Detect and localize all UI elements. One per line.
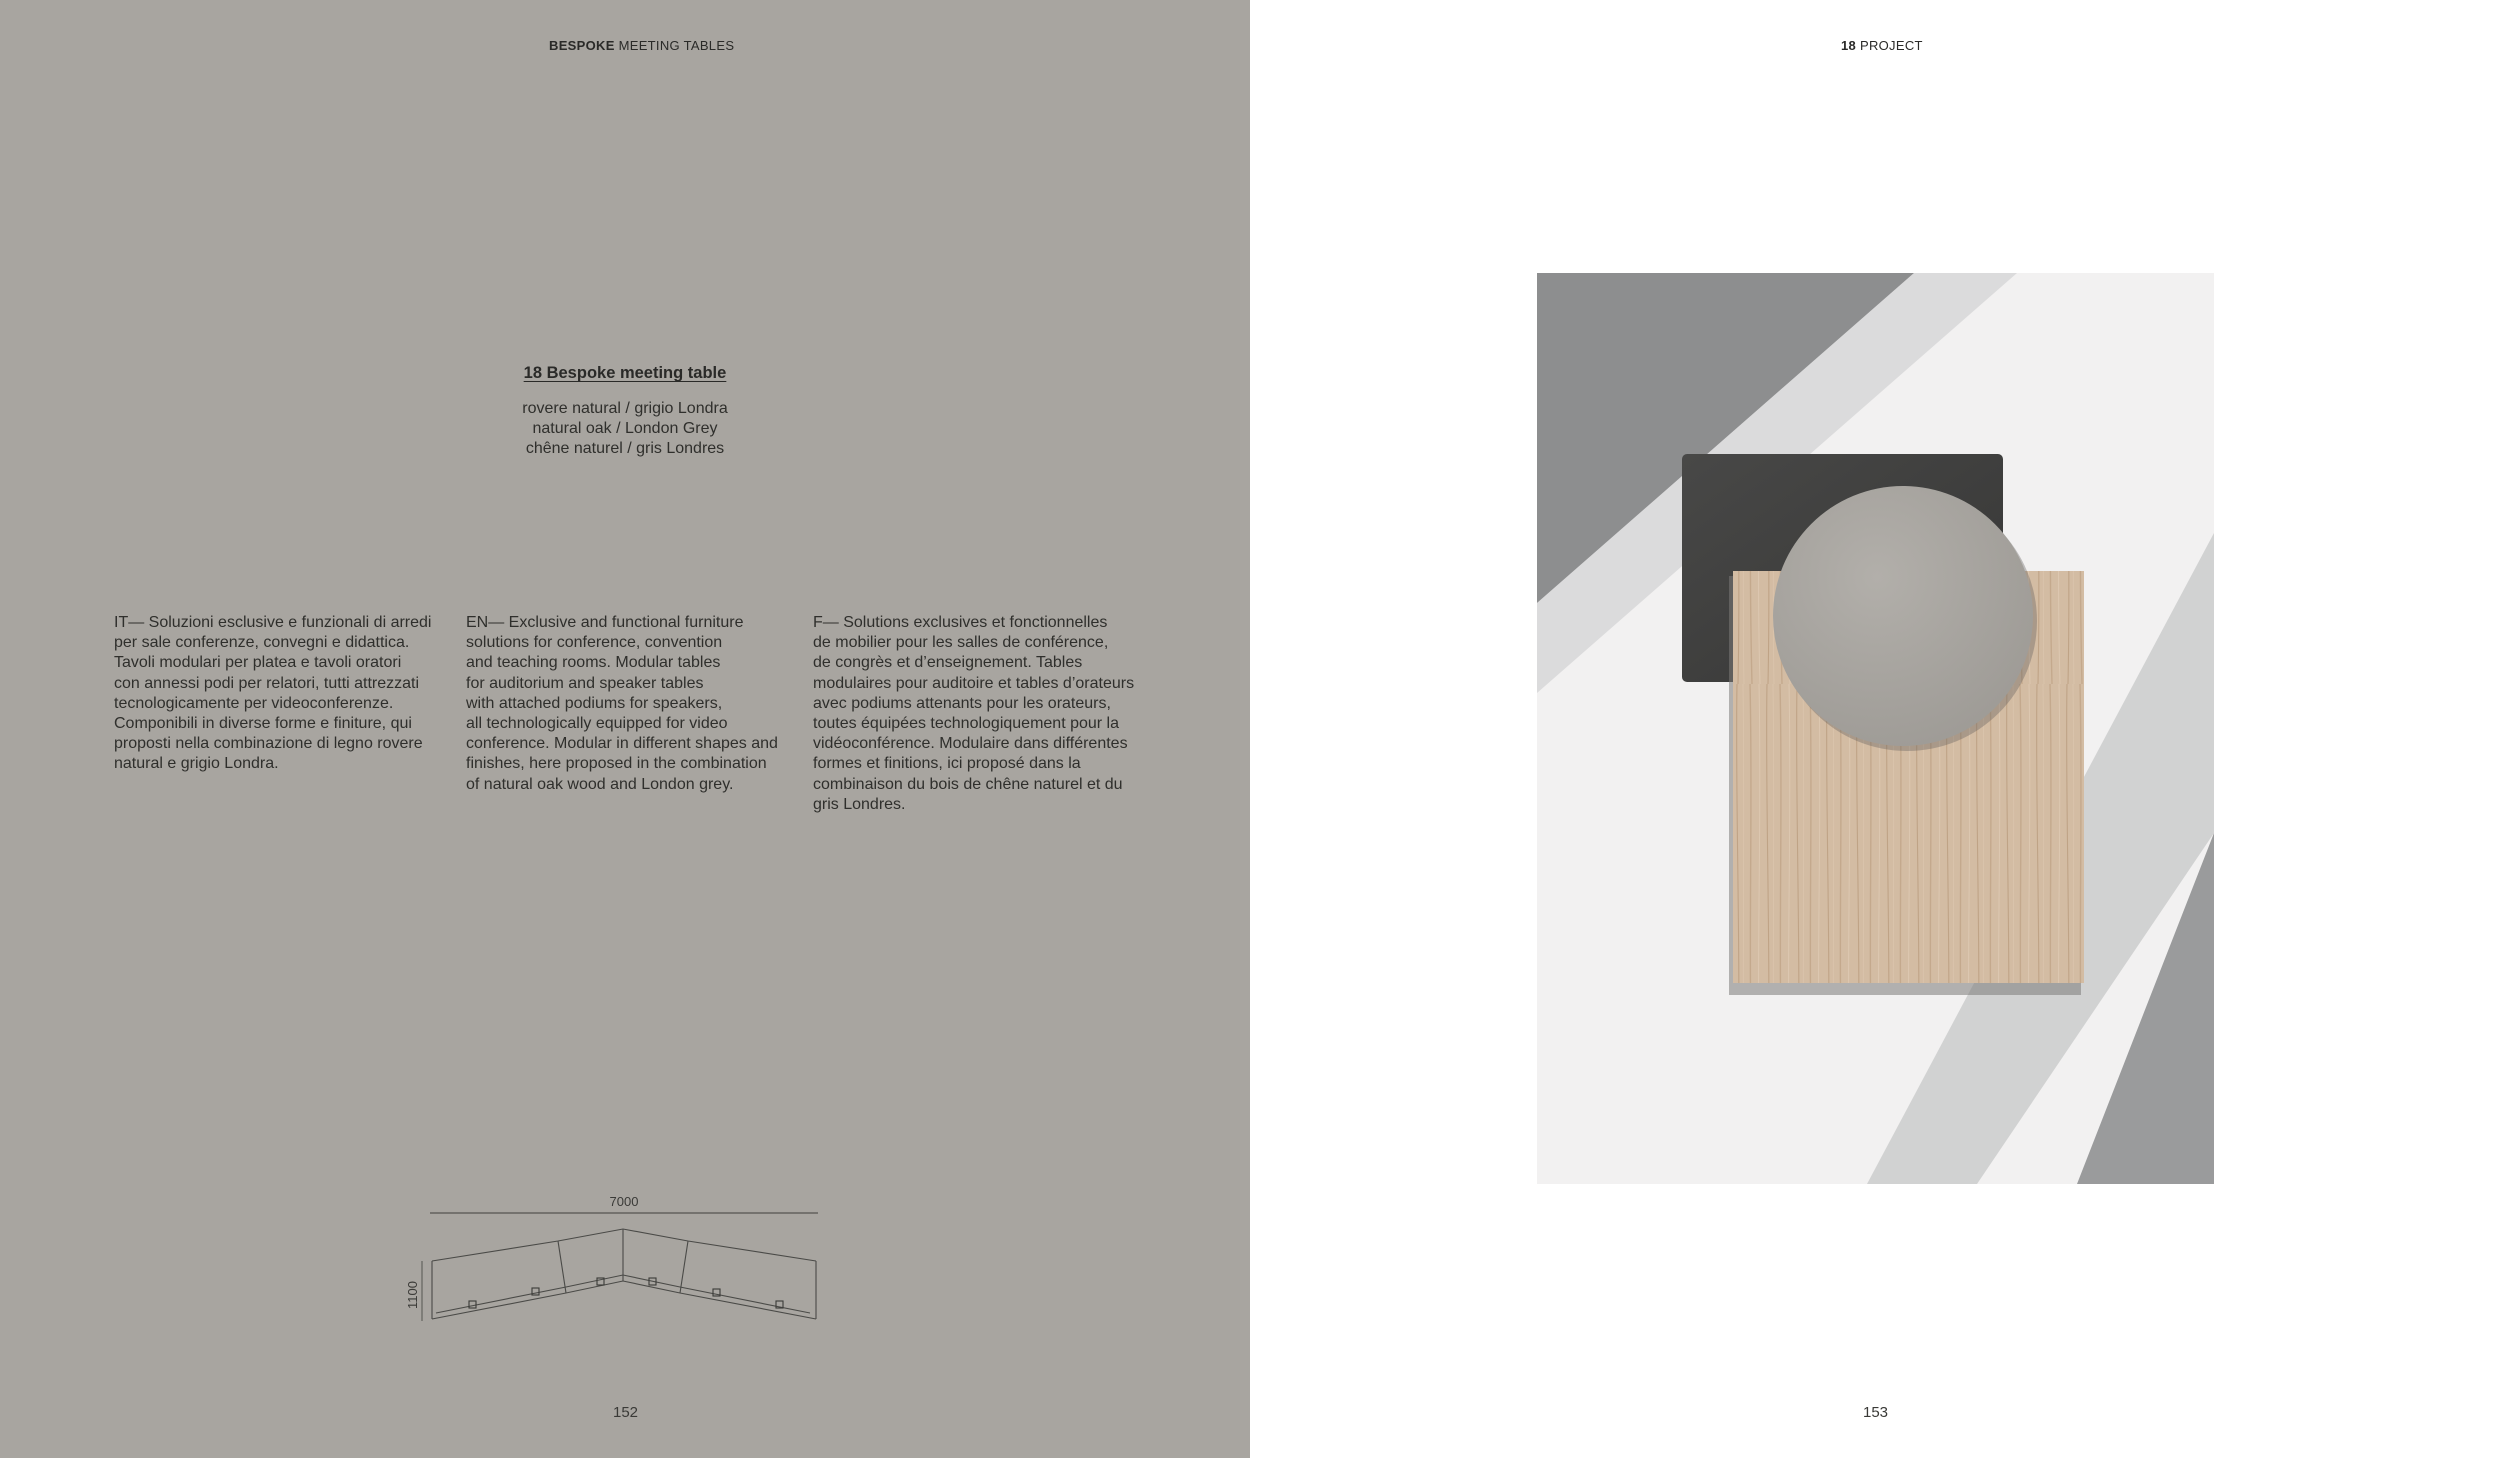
page-number-left: 152 — [613, 1404, 639, 1421]
description-english: EN— Exclusive and functional furniture solutions for conference, convention and teaching rooms. Modular tables for auditorium and speaker tables with attached podiums for speakers, all technologically equipped for video conference. Modular in different shapes and finishes, here proposed in the combination of natural oak wood and London grey. — [466, 614, 778, 793]
finish-english: natural oak / London Grey — [532, 420, 718, 437]
running-head-right-light: PROJECT — [1859, 38, 1923, 53]
product-title: 18 Bespoke meeting table — [523, 364, 727, 382]
table-outline — [432, 1229, 816, 1319]
description-french: F— Solutions exclusives et fonctionnelles de mobilier pour les salles de conférence, de congrès et d’enseignement. Tables modulaires pour auditoire et tables d’orateurs avec podiums attenants pour les orateurs, toutes équipées technologiquement pour la vidéoconférence. Modulaire dans différentes formes et finitions, ici proposé dans la combinaison du bois de chêne naturel et du gris Londres. — [813, 614, 1135, 813]
finish-french: chêne naturel / gris Londres — [525, 440, 725, 457]
running-head-left-bold: BESPOKE — [549, 38, 615, 53]
running-head-left-light: MEETING TABLES — [618, 38, 735, 53]
running-head-left — [549, 38, 734, 53]
running-head-right — [1841, 38, 1923, 53]
table-plan-drawing — [390, 1185, 850, 1335]
finish-italian: rovere natural / grigio Londra — [522, 400, 728, 417]
depth-dimension-label: 1100 — [405, 1281, 420, 1309]
width-dimension-label: 7000 — [609, 1194, 639, 1209]
material-sample-photo — [1537, 273, 2214, 1184]
description-italian: IT— Soluzioni esclusive e funzionali di arredi per sale conferenze, convegni e didattica. Tavoli modulari per platea e tavoli oratori con annessi podi per relatori, tutti attrezzati tecnologicamente per videoconferenze. Componibili in diverse forme e finiture, qui proposti nella combinazione di legno rovere natural e grigio Londra. — [114, 614, 432, 773]
page-number-right: 153 — [1863, 1404, 1889, 1421]
grey-disc-swatch — [1773, 486, 2033, 746]
running-head-right-bold: 18 — [1841, 38, 1857, 53]
product-title-block — [425, 364, 825, 459]
